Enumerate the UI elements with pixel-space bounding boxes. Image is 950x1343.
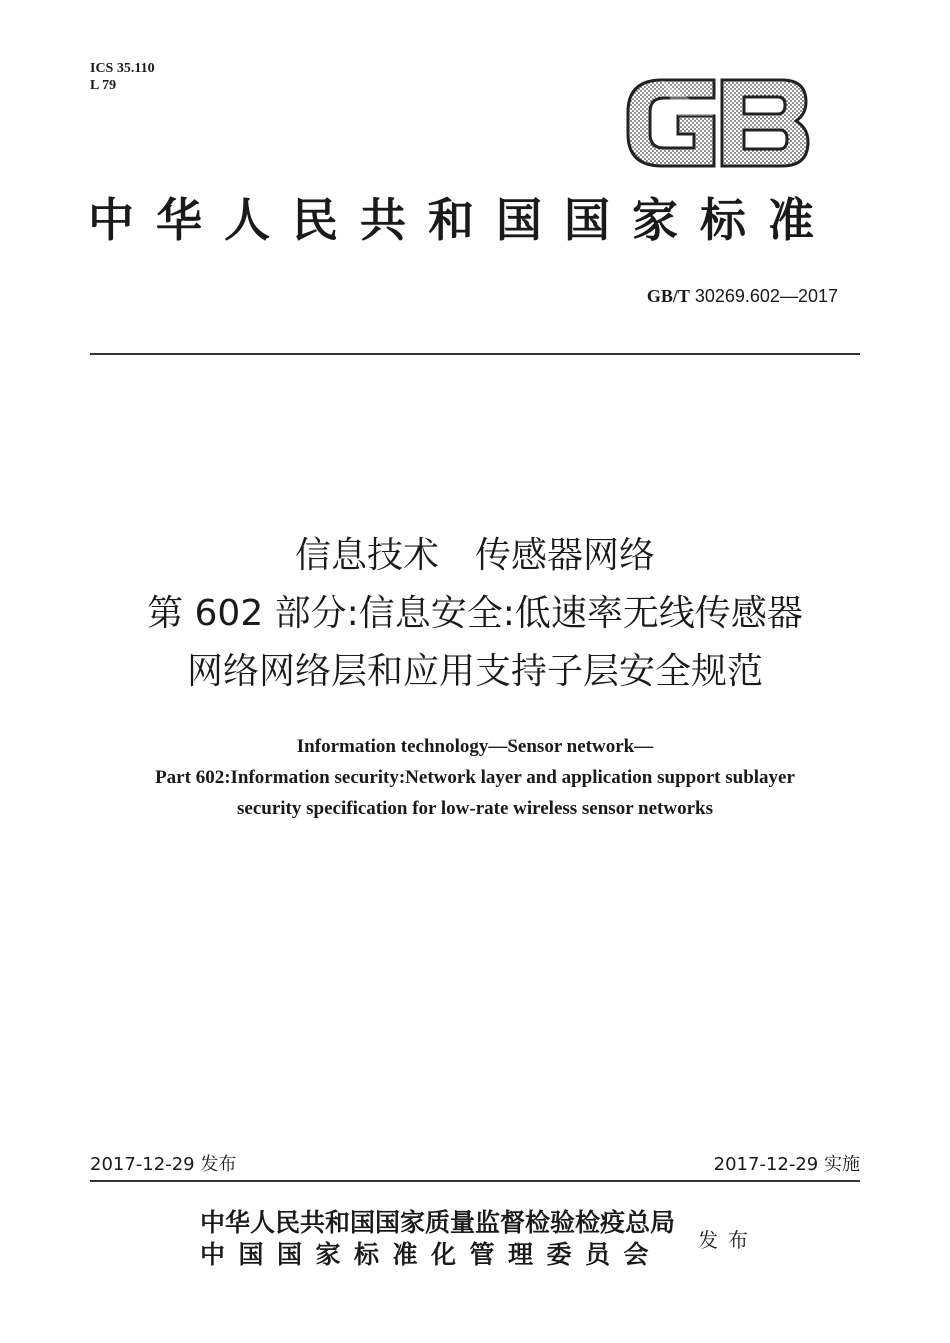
standard-code-number: 30269.602—2017: [694, 286, 838, 306]
ics-code: ICS 35.110: [90, 61, 155, 76]
title-zh-line1: 信息技术 传感器网络: [294, 535, 655, 576]
standard-code-prefix: GB/T: [646, 286, 690, 306]
publish-label: 发布: [698, 1228, 758, 1252]
title-zh-line2: 第 602 部分:信息安全:低速率无线传感器: [147, 593, 803, 634]
title-en-line3: security specification for low-rate wireless sensor networks: [237, 798, 713, 819]
standard-code: [647, 286, 838, 307]
gb-logo: [622, 72, 812, 172]
title-zh-line3: 网络网络层和应用支持子层安全规范: [186, 651, 763, 692]
national-standard-heading: 中华人民共和国国家标准: [88, 193, 836, 247]
ccs-code: L 79: [90, 78, 117, 93]
title-en-line1: Information technology—Sensor network—: [296, 736, 654, 757]
implementation-date: 2017-12-29 实施: [713, 1154, 860, 1175]
issuer-aqsiq: 中华人民共和国国家质量监督检验检疫总局: [200, 1208, 676, 1237]
header-divider: [90, 353, 860, 355]
classification-block: [90, 60, 155, 94]
issuer-sac: 中国国家标准化管理委员会: [200, 1240, 663, 1269]
issue-date: 2017-12-29 发布: [90, 1154, 237, 1175]
footer-divider: [90, 1180, 860, 1182]
title-en-line2: Part 602:Information security:Network layer and application support sublayer: [155, 767, 795, 788]
